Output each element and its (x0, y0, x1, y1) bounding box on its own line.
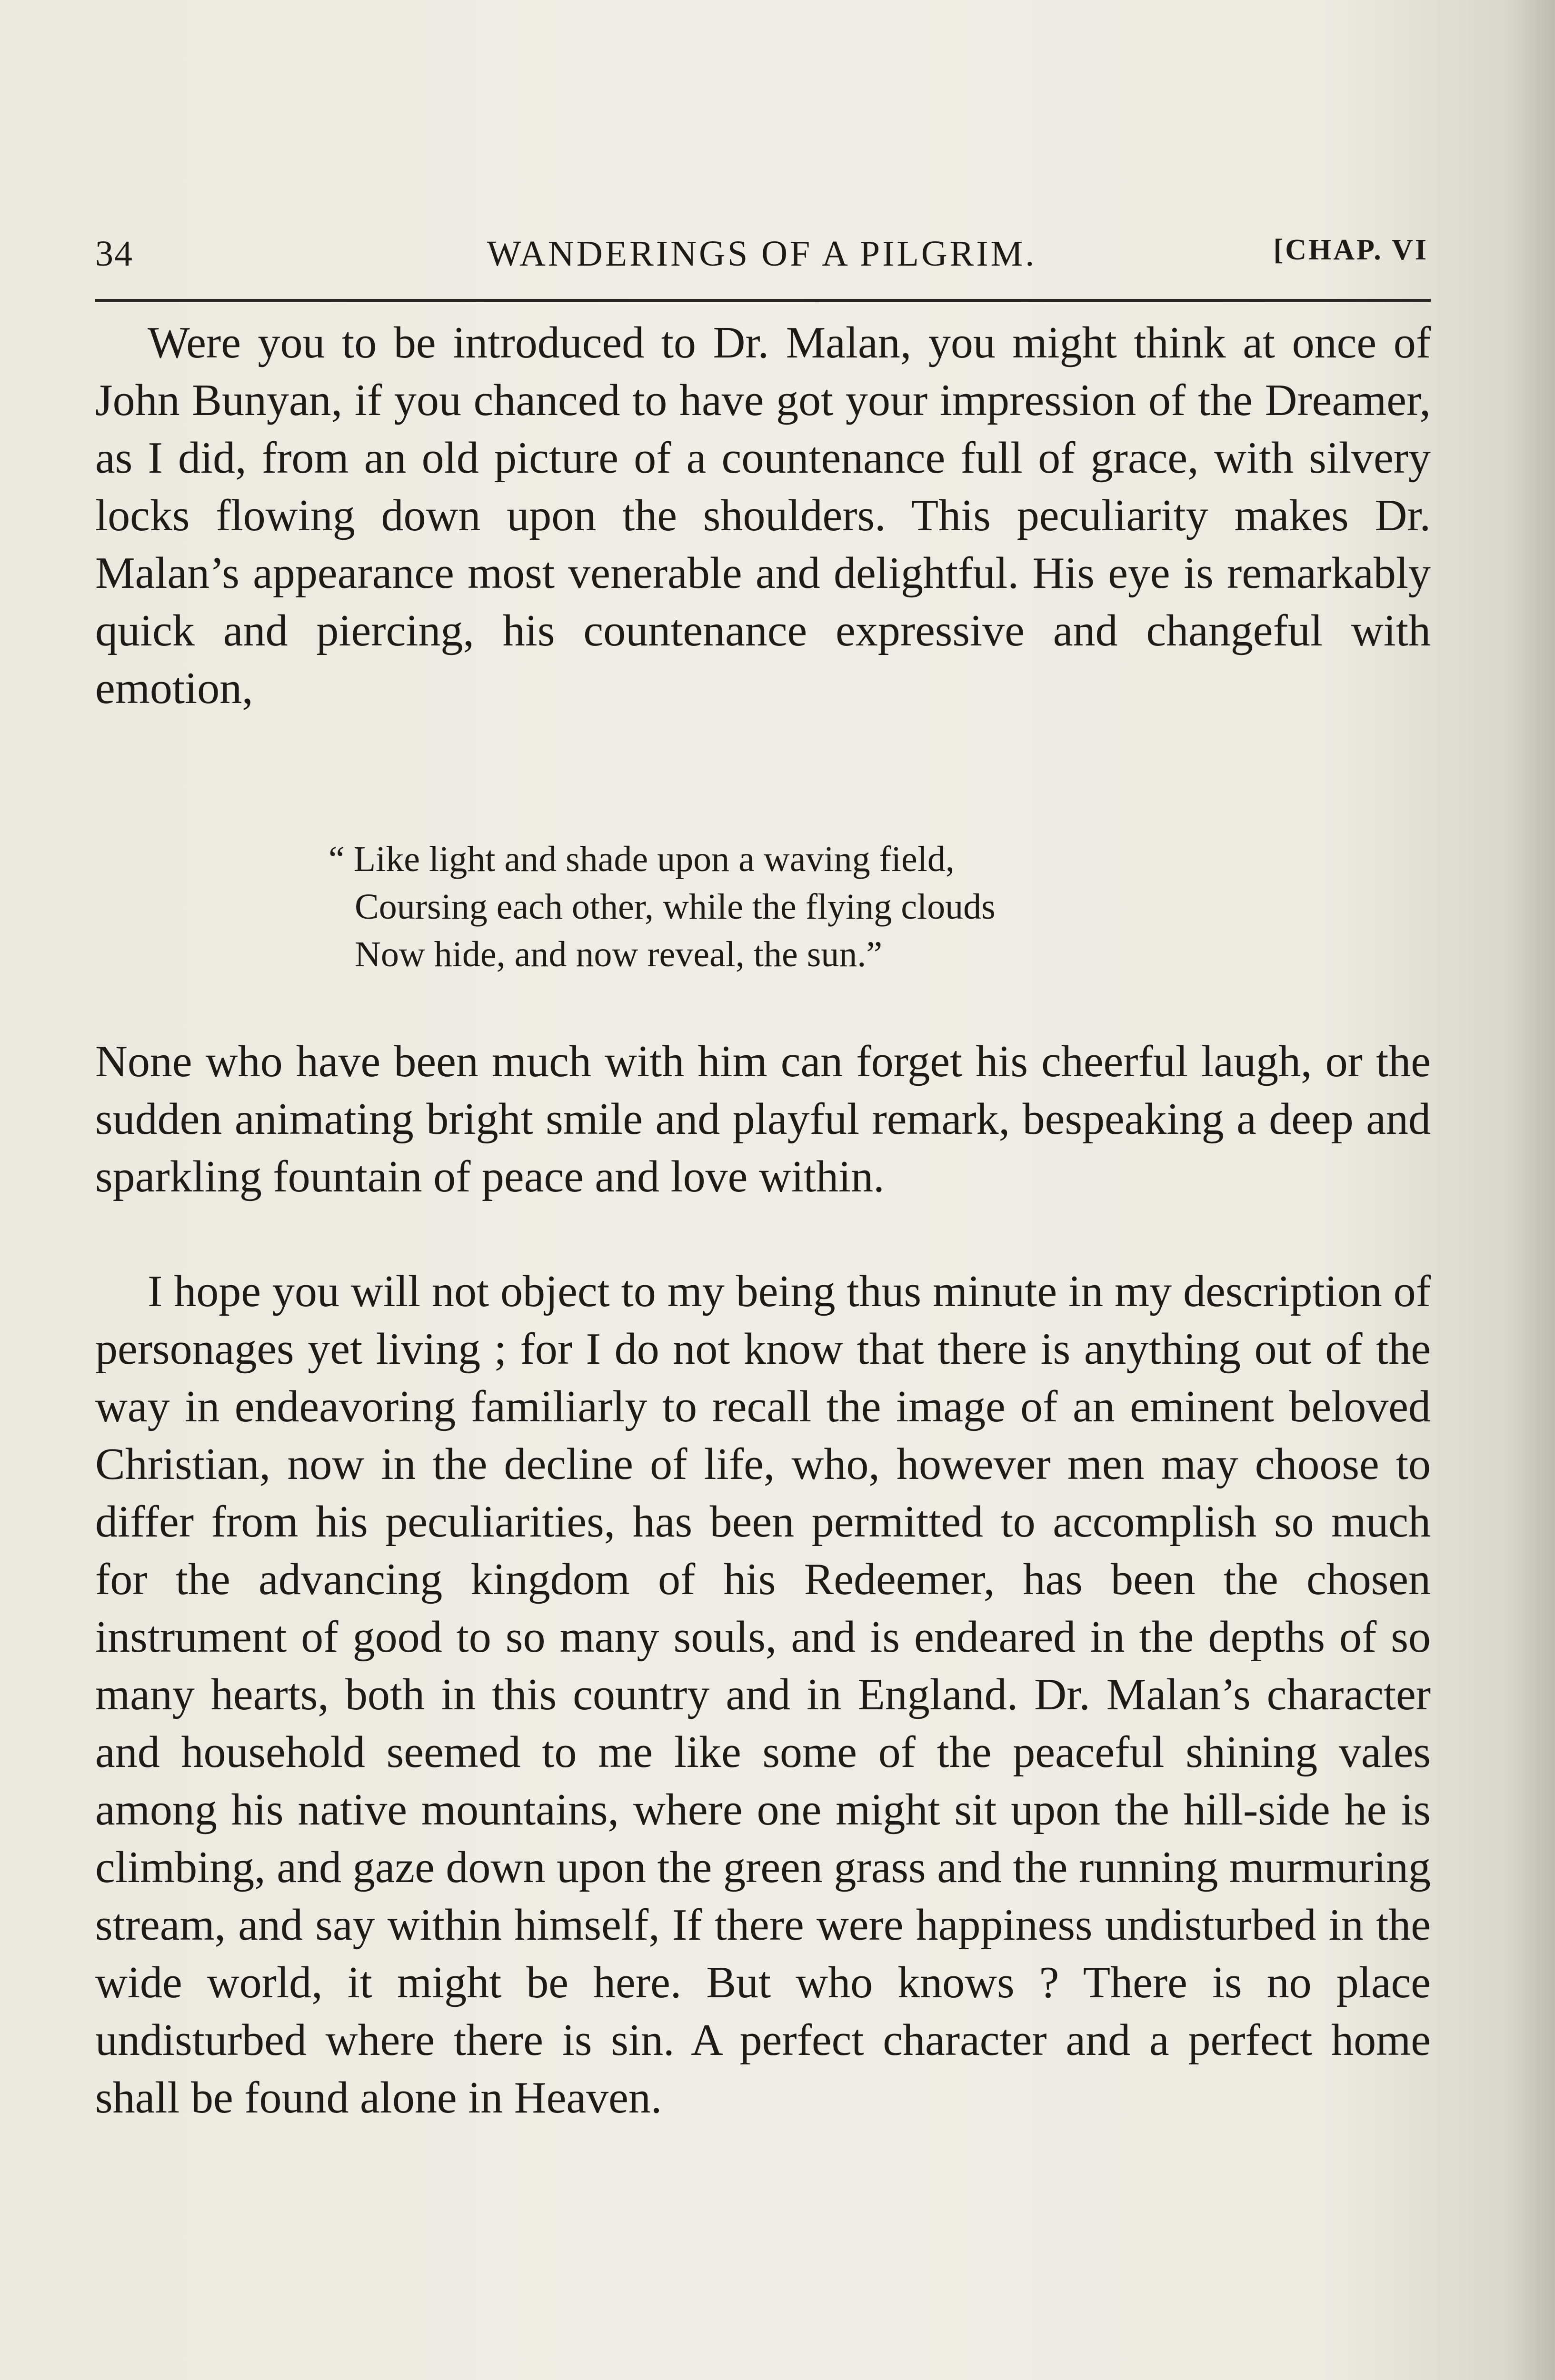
paragraph-3-text: I hope you will not object to my being thus minute in my description of personages yet living ; for I do not know that there is anything out of the way in endeavoring familiarly to recall the image of an eminent beloved Christian, now in the decline of life, who, however men may choose to differ from his peculiarities, has been permitted to accomplish so much for the advancing kingdom of his Redeemer, has been the chosen instrument of good to so many souls, and is endeared in the depths of so many hearts, both in this country and in England. Dr. Malan’s character and household seemed to me like some of the peaceful shining vales among his native mountains, where one might sit upon the hill-side he is climbing, and gaze down upon the green grass and the running murmuring stream, and say within himself, If there were happiness undisturbed in the wide world, it might be here. But who knows ? There is no place undisturbed where there is sin. A perfect character and a perfect home shall be found alone in Heaven. (95, 1267, 1431, 2122)
quote-line-3: Now hide, and now reveal, the sun.” (355, 934, 883, 974)
paragraph-3 (95, 1263, 1431, 2127)
quote-line-2: Coursing each other, while the flying clouds (355, 887, 996, 927)
page-header (95, 224, 1428, 286)
paragraph-1-text: Were you to be introduced to Dr. Malan, you might think at once of John Bunyan, if you chanced to have got your impression of the Dreamer, as I did, from an old picture of a countenance full of grace, with silvery locks flowing down upon the shoulders. This peculiarity makes Dr. Malan’s appearance most venerable and delightful. His eye is remarkably quick and piercing, his countenance expressive and changeful with emotion, (95, 318, 1431, 713)
paragraph-2 (95, 1033, 1431, 1206)
header-rule (95, 299, 1431, 302)
running-title: WANDERINGS OF A PILGRIM. (487, 234, 1037, 274)
paragraph-2-text: None who have been much with him can forget his cheerful laugh, or the sudden animating bright smile and playful remark, bespeaking a deep and sparkling fountain of peace and love within. (95, 1037, 1431, 1201)
page-number: 34 (95, 234, 133, 274)
verse-quote (329, 835, 1186, 978)
chapter-label: [CHAP. VI (1273, 234, 1428, 266)
quote-line-1: “ Like light and shade upon a waving field, (329, 839, 955, 879)
paragraph-1 (95, 314, 1431, 717)
